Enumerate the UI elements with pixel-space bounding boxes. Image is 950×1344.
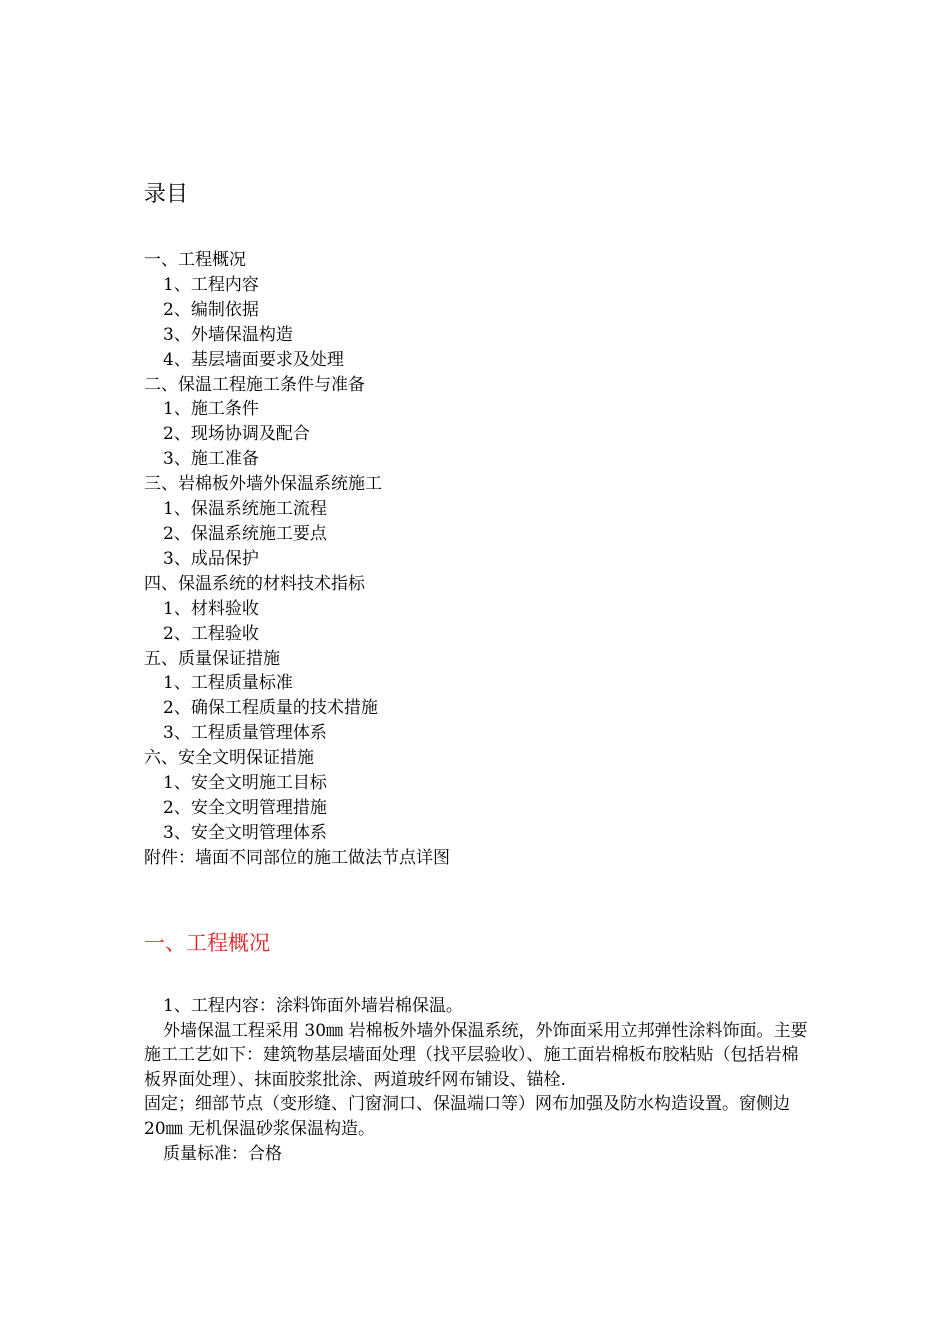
toc-item: 2、确保工程质量的技术措施 bbox=[163, 698, 378, 719]
toc-item: 3、安全文明管理体系 bbox=[163, 822, 327, 843]
paragraph-project-content: 1、工程内容：涂料饰面外墙岩棉保温。 bbox=[163, 996, 463, 1016]
toc-item: 附件：墙面不同部位的施工做法节点详图 bbox=[144, 847, 450, 868]
toc-item: 二、保温工程施工条件与准备 bbox=[144, 374, 365, 395]
section-heading: 一、工程概况 bbox=[144, 931, 270, 955]
toc-item: 3、成品保护 bbox=[163, 548, 259, 569]
toc-item: 1、材料验收 bbox=[163, 598, 259, 619]
toc-item: 三、岩棉板外墙外保温系统施工 bbox=[144, 474, 382, 495]
toc-item: 3、外墙保温构造 bbox=[163, 324, 293, 345]
toc-title: 录目 bbox=[144, 182, 189, 207]
toc-item: 1、保温系统施工流程 bbox=[163, 499, 327, 520]
paragraph-details: 固定；细部节点（变形缝、门窗洞口、保温端口等）网布加强及防水构造设置。窗侧边 20㎜ 无机保温砂浆保温构造。 bbox=[144, 1094, 790, 1139]
toc-item: 3、施工准备 bbox=[163, 449, 259, 470]
toc-item: 2、安全文明管理措施 bbox=[163, 797, 327, 818]
paragraph-quality-standard: 质量标准：合格 bbox=[163, 1143, 282, 1164]
toc-item: 2、保温系统施工要点 bbox=[163, 523, 327, 544]
toc-item: 2、工程验收 bbox=[163, 623, 259, 644]
toc-item: 1、安全文明施工目标 bbox=[163, 773, 327, 794]
toc-item: 3、工程质量管理体系 bbox=[163, 723, 327, 744]
toc-item: 1、工程内容 bbox=[163, 274, 259, 295]
toc-item: 五、质量保证措施 bbox=[144, 648, 280, 669]
toc-item: 2、现场协调及配合 bbox=[163, 424, 310, 445]
toc-item: 六、安全文明保证措施 bbox=[144, 748, 314, 769]
toc-item: 1、施工条件 bbox=[163, 399, 259, 420]
toc-list bbox=[144, 248, 450, 871]
toc-item: 1、工程质量标准 bbox=[163, 673, 293, 694]
section-body bbox=[144, 994, 814, 1166]
toc-item: 一、工程概况 bbox=[144, 250, 246, 270]
toc-item: 2、编制依据 bbox=[163, 299, 259, 320]
toc-item: 四、保温系统的材料技术指标 bbox=[144, 573, 365, 594]
toc-item: 4、基层墙面要求及处理 bbox=[163, 349, 344, 370]
paragraph-insulation-system: 外墙保温工程采用 30㎜ 岩棉板外墙外保温系统，外饰面采用立邦弹性涂料饰面。主要施工工艺如下：建筑物基层墙面处理（找平层验收）、施工面岩棉板布胶粘贴（包括岩棉板界面处理）、抹面胶浆批涂、两道玻纤网布铺设、锚栓. bbox=[144, 1020, 808, 1090]
